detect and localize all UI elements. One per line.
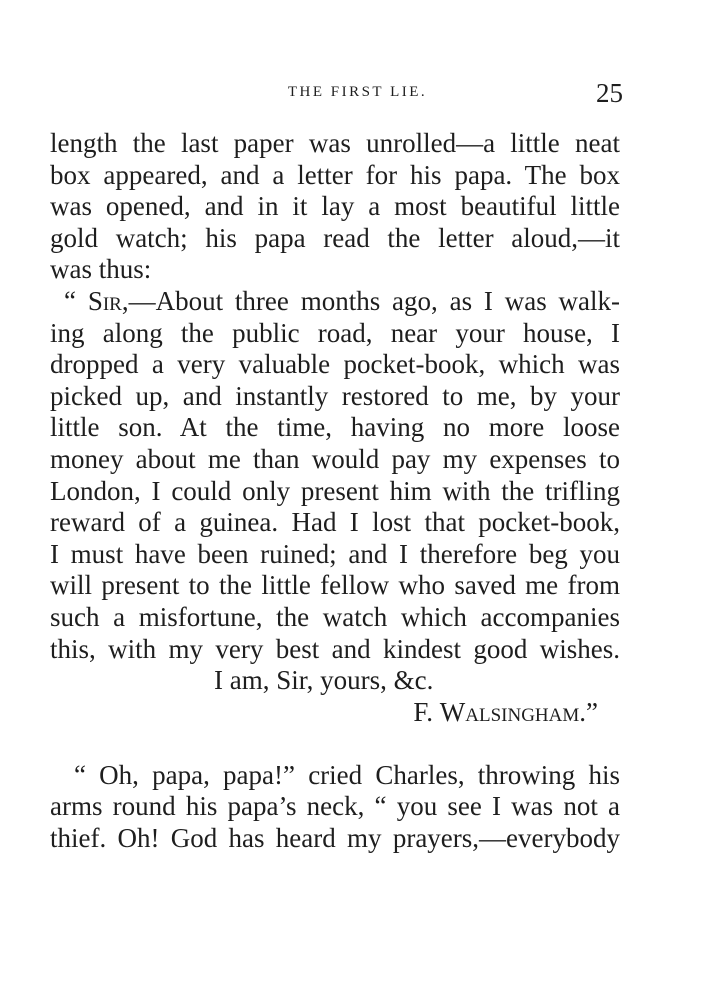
text-line: “ Oh, papa, papa!” cried Charles, throwing his: [74, 759, 620, 790]
letter-first-line-text: —About three months ago, as I was walk-: [128, 285, 621, 316]
running-head: [0, 78, 715, 108]
text-line: was opened, and in it lay a most beautiful little: [50, 191, 620, 222]
signature-close-quote: ”: [586, 696, 598, 727]
letter-line: such a misfortune, the watch which accompanies: [50, 601, 620, 632]
letter-line: I must have been ruined; and I therefore beg you: [50, 538, 620, 569]
running-title: THE FIRST LIE.: [287, 84, 428, 100]
text-line: was thus:: [50, 254, 152, 285]
letter-line: reward of a guinea. Had I lost that pocket-book,: [50, 507, 620, 538]
signature-initial: F.: [413, 696, 440, 727]
letter-line: this, with my very best and kindest good wishes.: [50, 633, 620, 664]
letter-salutation: Sir,: [87, 285, 129, 316]
text-line: box appeared, and a letter for his papa. The box: [50, 159, 620, 190]
letter-line: will present to the little fellow who saved me from: [50, 570, 620, 601]
paragraph-gap: [50, 728, 620, 760]
letter-closing: I am, Sir, yours, &c.: [214, 665, 434, 696]
text-line: gold watch; his papa read the letter aloud,—it: [50, 222, 620, 253]
letter-line: ing along the public road, near your house, I: [50, 317, 620, 348]
letter-line: London, I could only present him with the trifling: [50, 475, 620, 506]
letter-signature: [50, 697, 620, 729]
text-line: length the last paper was unrolled—a little neat: [50, 128, 620, 158]
letter-line: picked up, and instantly restored to me, by your: [50, 380, 620, 411]
open-quote: “: [64, 285, 88, 316]
letter-first-line: [50, 286, 620, 318]
page-number: 25: [596, 78, 623, 108]
letter-line: dropped a very valuable pocket-book, which was: [50, 349, 620, 380]
letter-line: little son. At the time, having no more loose: [50, 412, 620, 443]
signature-name: Walsingham.: [439, 696, 587, 727]
text-line: thief. Oh! God has heard my prayers,—everybody: [50, 823, 620, 854]
letter-line: money about me than would pay my expenses to: [50, 443, 620, 474]
body-text: [50, 128, 620, 855]
text-line: arms round his papa’s neck, “ you see I was not a: [50, 791, 620, 822]
